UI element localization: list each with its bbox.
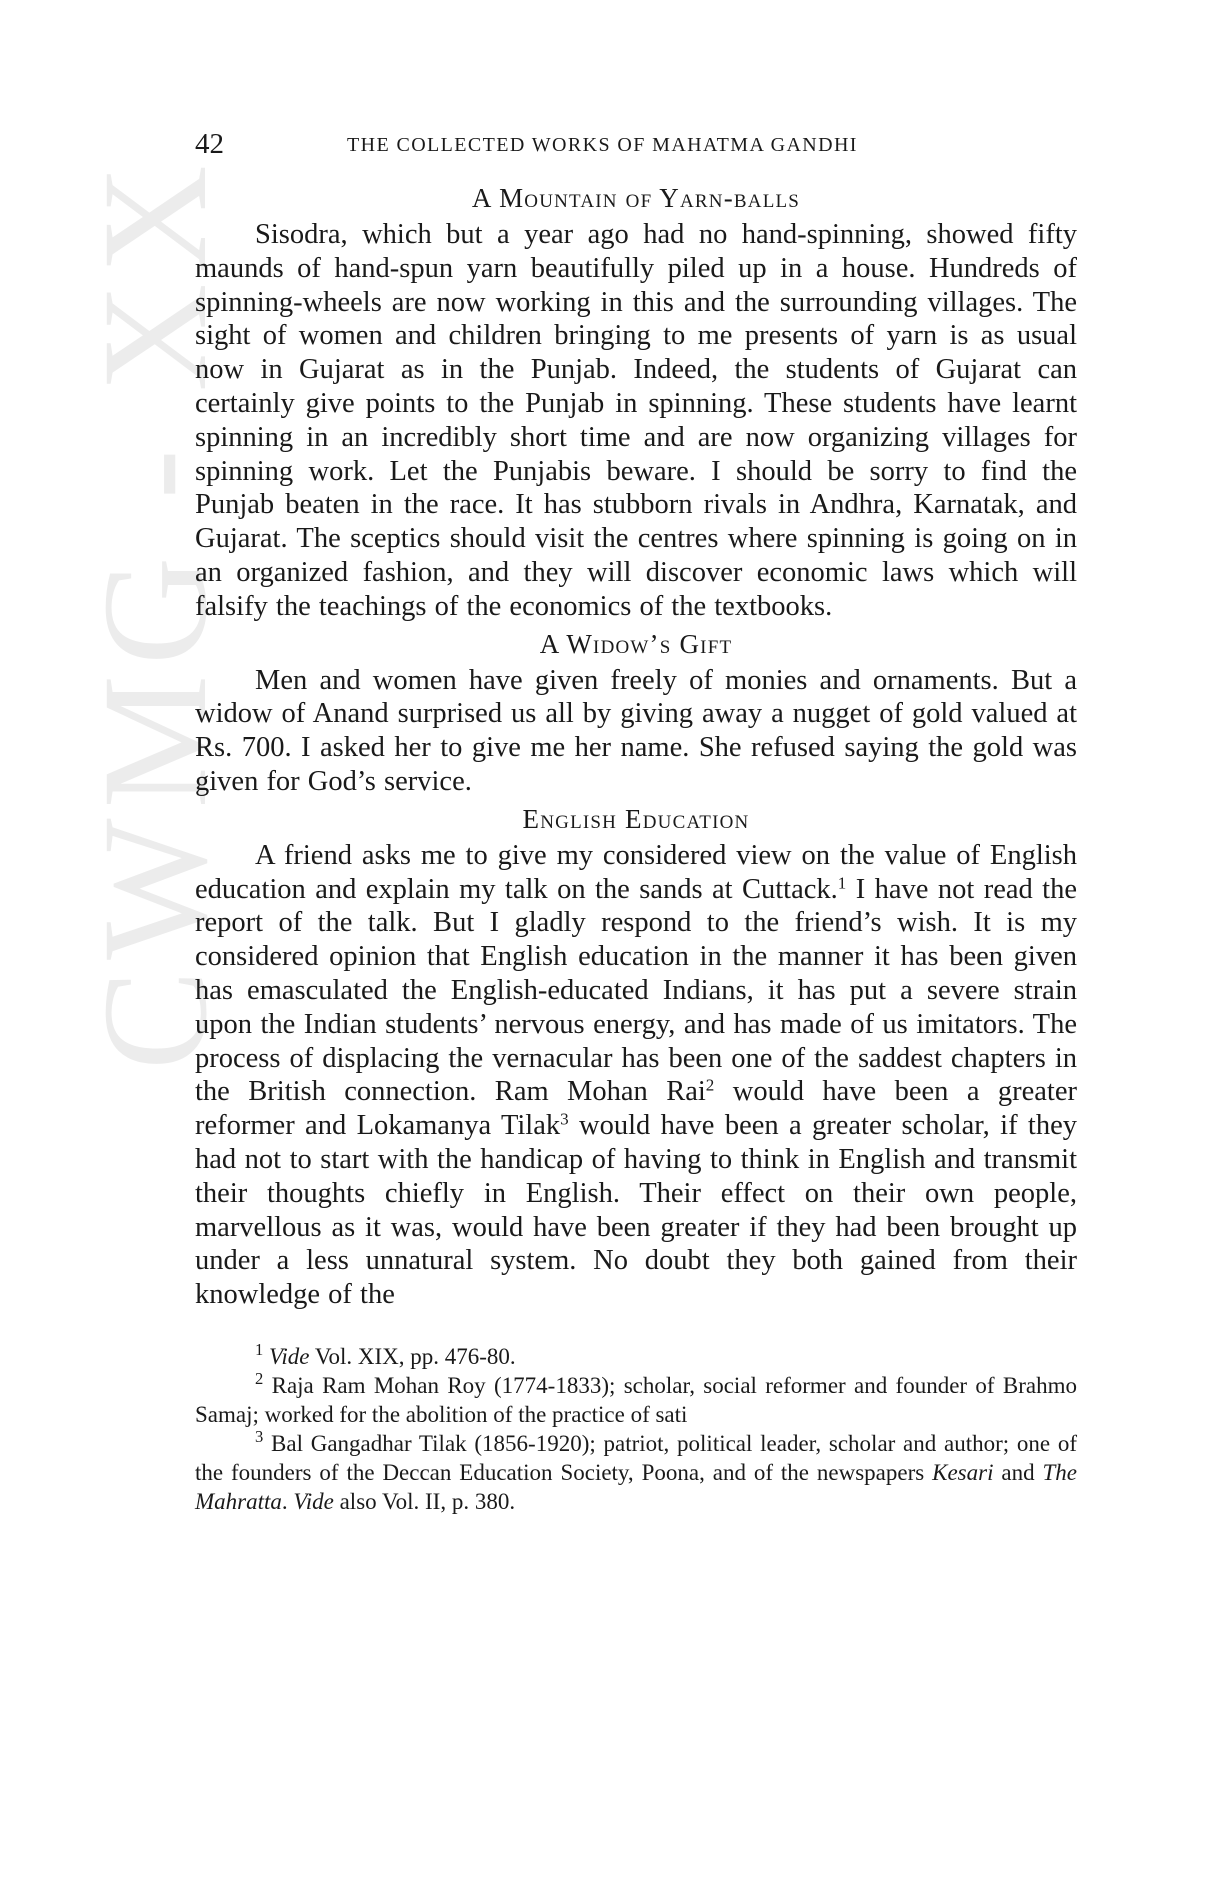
section-title-yarn-balls: A Mountain of Yarn-balls: [471, 183, 801, 213]
paragraph-yarn-balls: Sisodra, which but a year ago had no hand-spinning, showed fifty maunds of hand-spun yarn beautifully piled up in a house. Hundreds of spinning-wheels are now working in this and the surrounding villages. The sight of women and children bringing to me presents of yarn is as usual now in Gujarat as in the Punjab. Indeed, the students of Gujarat can certainly give points to the Punjab in spinning. These students have learnt spinning in an incredibly short time and are now organizing villages for spinning work. Let the Punjabis beware. I should be sorry to find the Punjab beaten in the race. It has stubborn rivals in Andhra, Karnatak, and Gujarat. The sceptics should visit the centres where spinning is going on in an organized fashion, and they will discover economic laws which will falsify the teachings of the economics of the textbooks.: [195, 219, 1077, 622]
newspaper-mahratta: The Mahratta: [195, 1459, 1077, 1514]
footnote-text: and: [993, 1459, 1043, 1485]
footnote-mark: 2: [255, 1368, 264, 1388]
footnote-ref-3: 3: [560, 1109, 569, 1129]
footnote-text: Bal Gangadhar Tilak (1856-1920); patriot, political leader, scholar and author; one of the founders of the Deccan Education Society, Poona, and of the newspapers: [195, 1430, 1077, 1485]
text-segment: I have not read the report of the talk. But I gladly respond to the friend’s wish. It is my considered opinion that English education in the manner it has been given has emasculated the English-educated Indians, it has put a severe strain upon the Indian students’ nervous energy, and has made of us imitators. The process of displacing the vernacular has been one of the saddest chapters in the British connection. Ram Mohan Rai: [195, 873, 1077, 1108]
running-header: [195, 128, 1077, 168]
footnote-ref-2: 2: [705, 1075, 715, 1095]
paragraph-english-education: [195, 839, 1077, 1312]
footnote-mark: 1: [255, 1339, 264, 1359]
cwmg-watermark: CWMG - XX: [72, 155, 238, 1070]
footnote-text: Vol. XIX, pp. 476-80.: [309, 1343, 516, 1369]
newspaper-kesari: Kesari: [932, 1459, 994, 1485]
paragraph-widows-gift: Men and women have given freely of monies and ornaments. But a widow of Anand surprised us all by giving away a nugget of gold valued at Rs. 700. I asked her to give me her name. She refused saying the gold was given for God’s service.: [195, 664, 1077, 797]
footnote-mark: 3: [255, 1426, 264, 1446]
footnote-ref-1: 1: [837, 873, 847, 893]
footnote-text: .: [281, 1488, 294, 1514]
section-title-widows-gift: A Widow’s Gift: [539, 628, 733, 659]
text-segment: A friend asks me to give my considered view on the value of English education and explain my talk on the sands at Cuttack.: [195, 839, 1077, 905]
section-title-english-education: English Education: [522, 803, 750, 834]
document-page: [195, 128, 1077, 1516]
footnote-text: Raja Ram Mohan Roy (1774-1833); scholar, social reformer and founder of Brahmo Samaj; worked for the abolition of the practice of sati: [195, 1372, 1077, 1427]
footnote-3: [195, 1426, 1077, 1516]
text-segment: would have been a greater scholar, if they had not to start with the handicap of having to think in English and transmit their thoughts chiefly in English. Their effect on their own people, marvellous as it was, would have been greater if they had been brought up under a less unnatural system. No doubt they both gained from their knowledge of the: [195, 1110, 1078, 1311]
page-number: 42: [195, 128, 224, 160]
footnote-1: [195, 1339, 1077, 1371]
footnotes: [195, 1339, 1077, 1516]
footnote-2: [195, 1368, 1077, 1429]
footnote-italic: Vide: [293, 1488, 334, 1514]
text-segment: would have been a greater reformer and Lokamanya Tilak: [195, 1076, 1077, 1142]
footnote-text: also Vol. II, p. 380.: [333, 1488, 516, 1514]
footnote-italic: Vide: [269, 1343, 310, 1369]
running-title: THE COLLECTED WORKS OF MAHATMA GANDHI: [347, 134, 858, 156]
